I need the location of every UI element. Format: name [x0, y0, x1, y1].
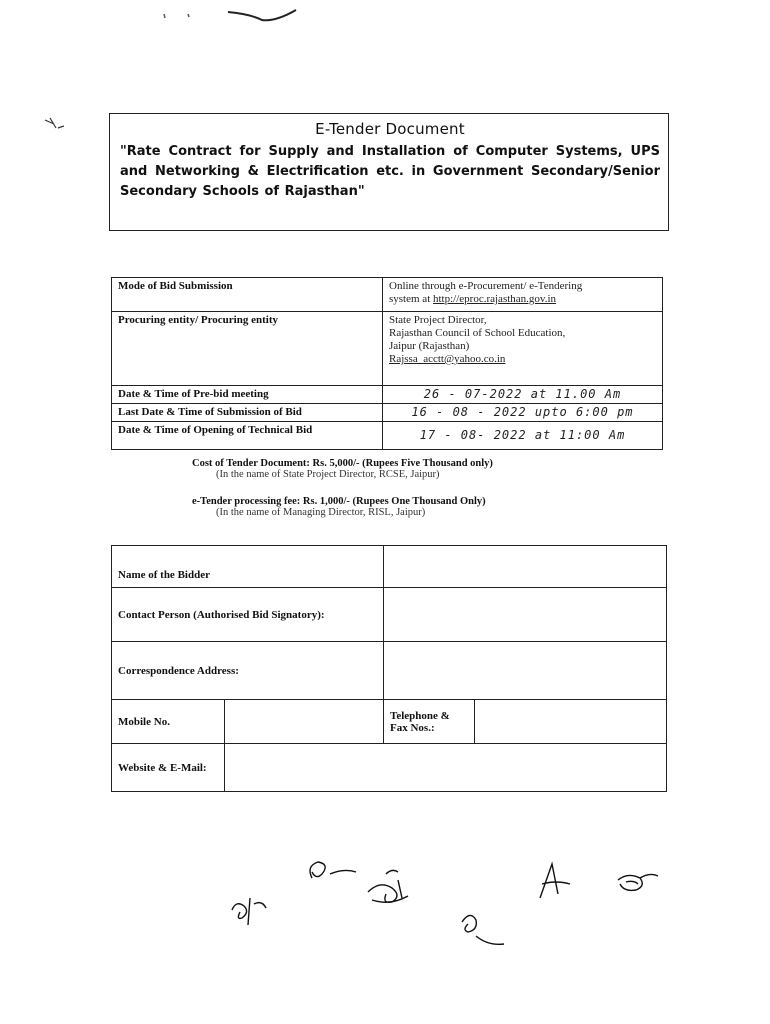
mode-value-line: Online through e-Procurement/ e-Tendering [389, 280, 583, 292]
table-row [112, 744, 667, 792]
table-row [112, 546, 667, 588]
processing-fee: e-Tender processing fee: Rs. 1,000/- (Rupees One Thousand Only) [192, 496, 486, 507]
address-label: Correspondence Address: [112, 642, 384, 700]
table-row [112, 422, 663, 450]
submission-value: 16 - 08 - 2022 upto 6:00 pm [383, 404, 663, 422]
telephone-label: Telephone & Fax Nos.: [384, 700, 475, 744]
submission-label: Last Date & Time of Submission of Bid [112, 404, 383, 422]
tender-cost-note: (In the name of State Project Director, RCSE, Jaipur) [216, 469, 440, 480]
prebid-label: Date & Time of Pre-bid meeting [112, 386, 383, 404]
mode-value-text: system at [389, 293, 433, 305]
table-row [112, 642, 667, 700]
signature-1 [232, 898, 266, 925]
mobile-field[interactable] [225, 700, 384, 744]
document-title: E-Tender Document [315, 120, 465, 138]
processing-fee-block [192, 496, 493, 518]
website-field[interactable] [225, 744, 667, 792]
signature-3 [368, 870, 408, 902]
telephone-field[interactable] [475, 700, 667, 744]
table-row [112, 404, 663, 422]
table-row [112, 312, 663, 386]
tender-cost-block [192, 458, 493, 480]
eproc-link[interactable]: http://eproc.rajasthan.gov.in [433, 293, 557, 305]
signature-6 [618, 874, 658, 890]
table-row [112, 700, 667, 744]
entity-value [383, 312, 663, 386]
table-row [112, 588, 667, 642]
signature-2 [310, 862, 356, 878]
mobile-label: Mobile No. [112, 700, 225, 744]
fees-section [192, 458, 493, 534]
bidder-name-field[interactable] [384, 546, 667, 588]
table-row [112, 386, 663, 404]
opening-label: Date & Time of Opening of Technical Bid [112, 422, 383, 450]
processing-fee-note: (In the name of Managing Director, RISL, Jaipur) [216, 507, 426, 518]
prebid-value: 26 - 07-2022 at 11.00 Am [383, 386, 663, 404]
mode-label: Mode of Bid Submission [112, 278, 383, 312]
title-box [109, 113, 669, 231]
mode-value [383, 278, 663, 312]
entity-line: Jaipur (Rajasthan) [389, 340, 470, 352]
address-field[interactable] [384, 642, 667, 700]
document-subtitle: "Rate Contract for Supply and Installation of Computer Systems, UPS and Networking & Electrification etc. in Government Secondary/Senior Secondary Schools of Rajasthan" [120, 144, 660, 199]
entity-line: State Project Director, [389, 314, 487, 326]
opening-value: 17 - 08- 2022 at 11:00 Am [383, 422, 663, 450]
bidder-details-table [111, 545, 667, 792]
signature-4 [462, 915, 504, 944]
bidder-name-label: Name of the Bidder [112, 546, 384, 588]
tender-cost: Cost of Tender Document: Rs. 5,000/- (Rupees Five Thousand only) [192, 458, 493, 469]
contact-person-label: Contact Person (Authorised Bid Signatory): [112, 588, 384, 642]
table-row [112, 278, 663, 312]
entity-line: Rajasthan Council of School Education, [389, 327, 566, 339]
contact-person-field[interactable] [384, 588, 667, 642]
website-label: Website & E-Mail: [112, 744, 225, 792]
tender-info-table [111, 277, 663, 450]
mode-value-line [389, 293, 656, 306]
entity-email[interactable]: Rajssa_acctt@yahoo.co.in [389, 353, 506, 365]
signature-5 [540, 864, 570, 898]
entity-label: Procuring entity/ Procuring entity [112, 312, 383, 386]
